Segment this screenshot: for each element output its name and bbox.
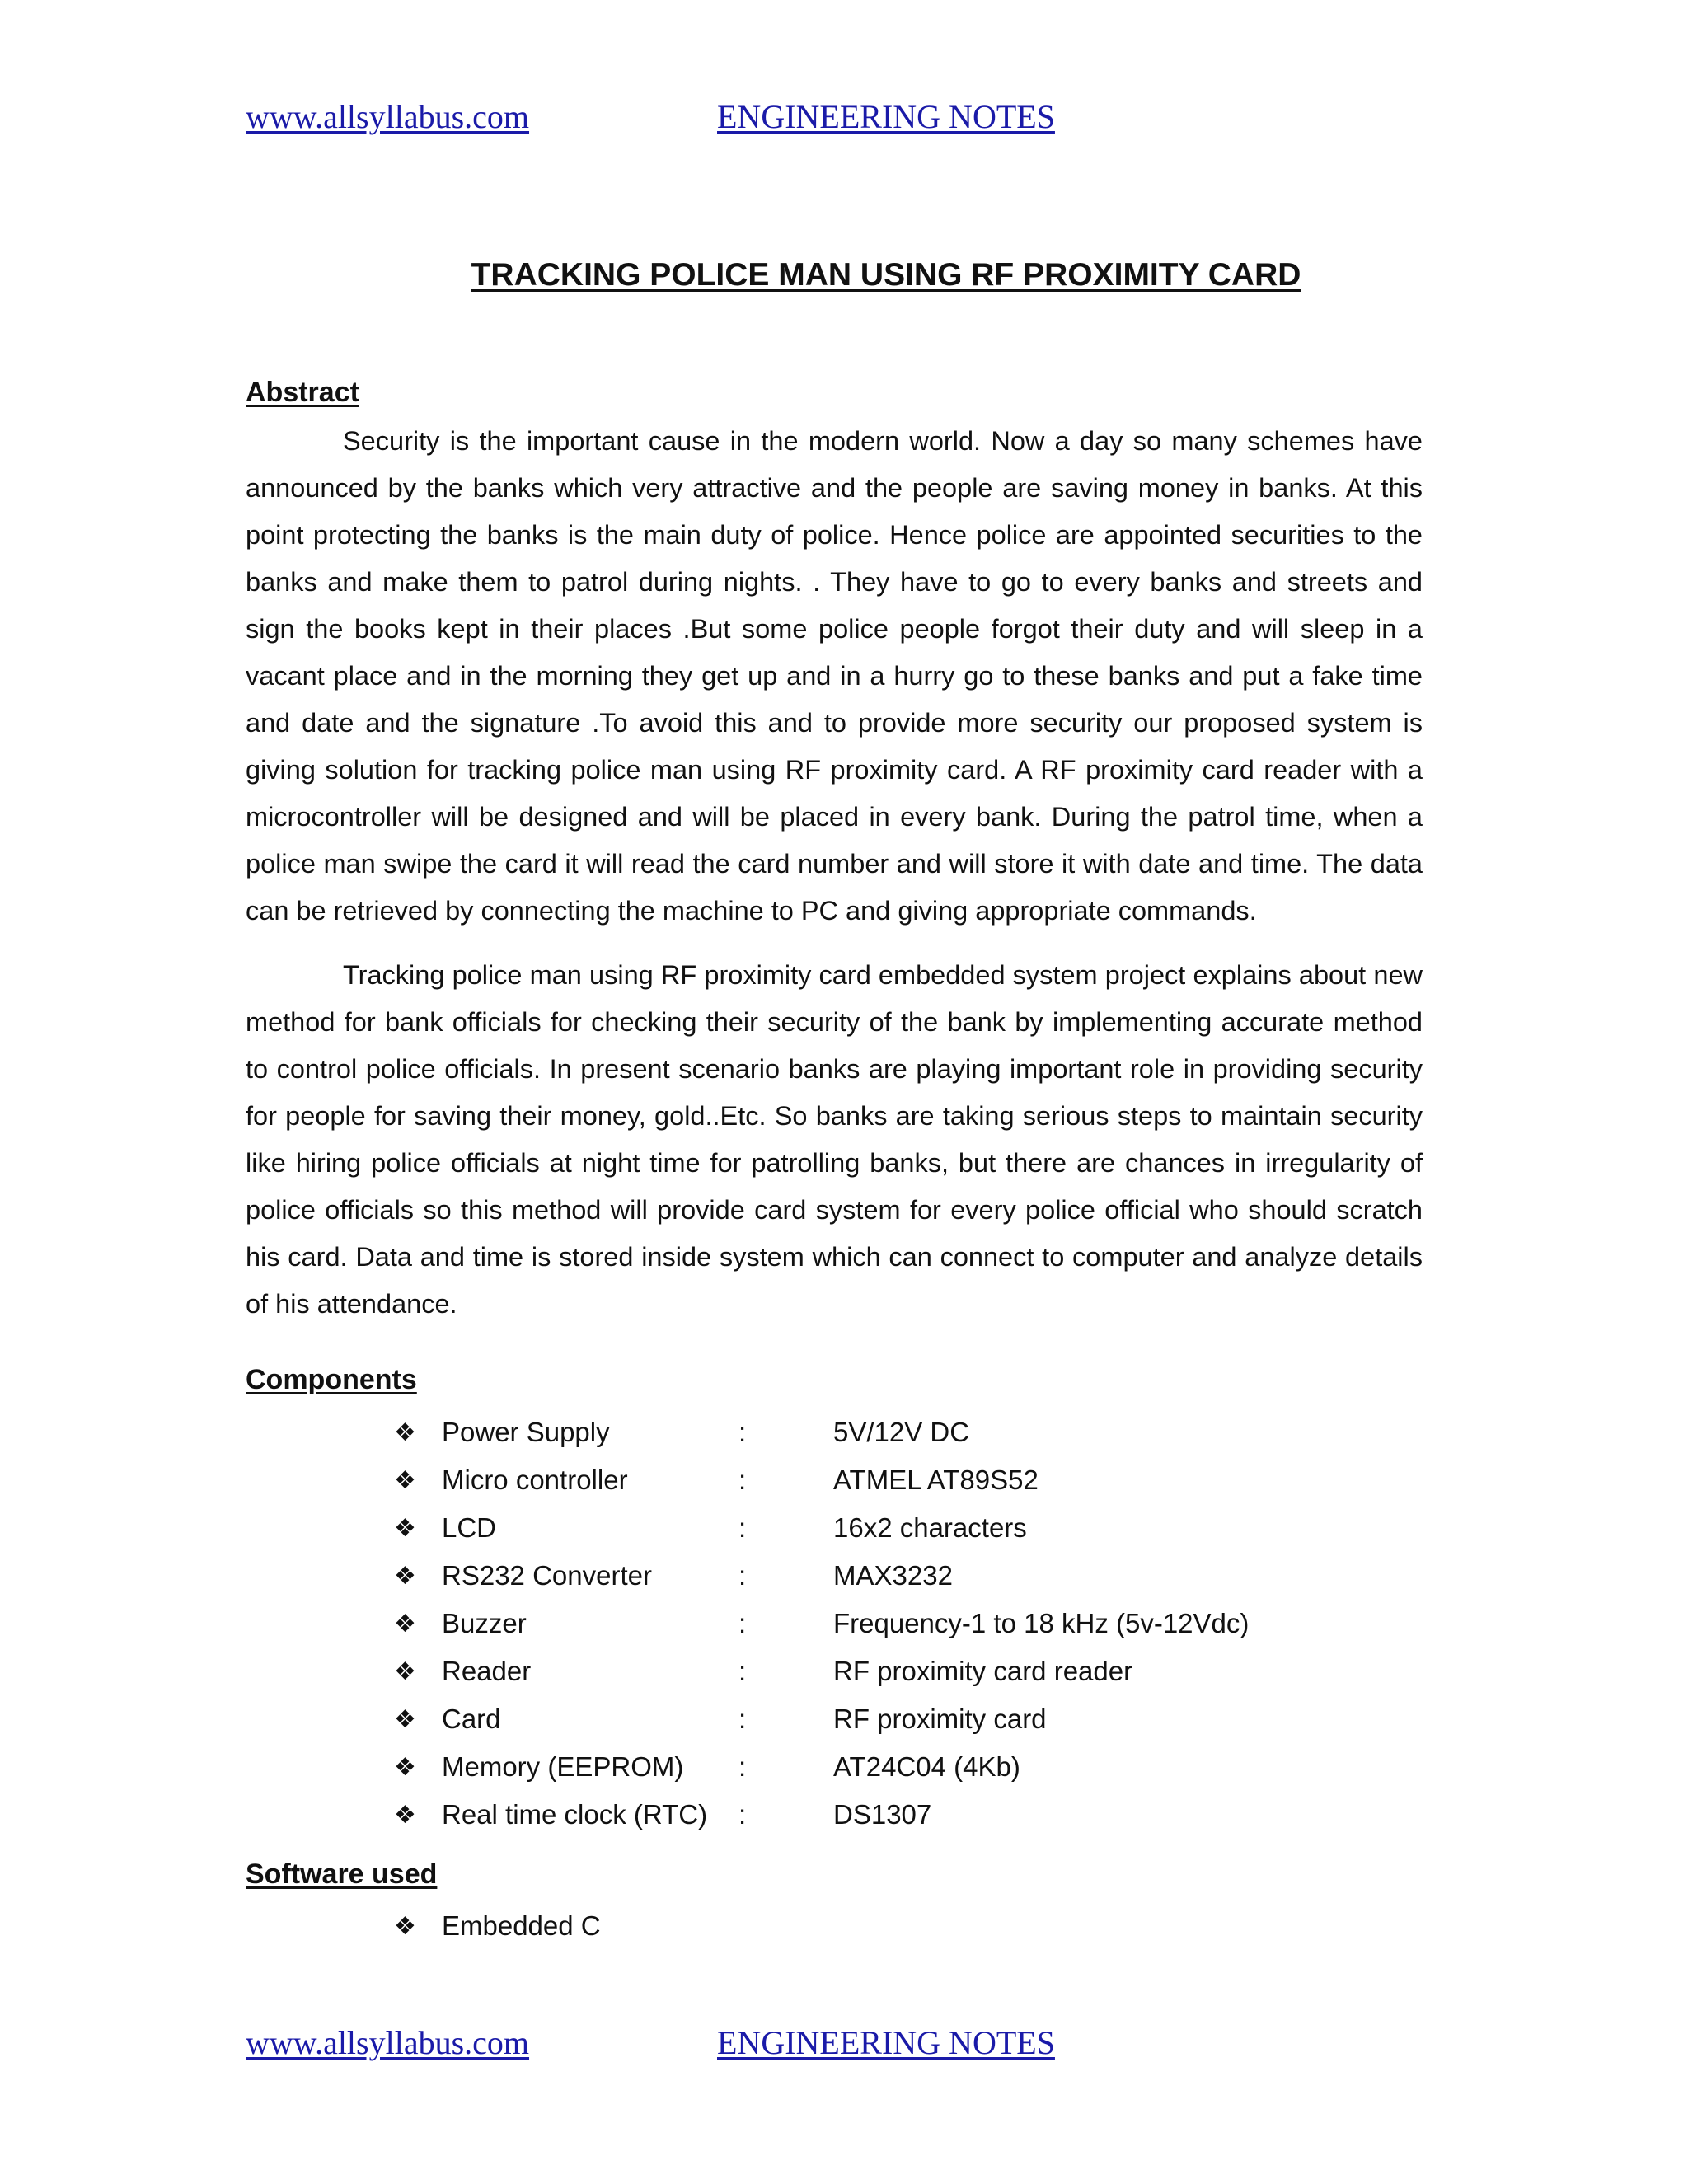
component-name: LCD	[442, 1512, 497, 1543]
component-value: 16x2 characters	[833, 1512, 1027, 1543]
bullet-diamond-icon: ❖	[394, 1609, 416, 1638]
list-item	[394, 1408, 1249, 1456]
components-list	[394, 1408, 1249, 1839]
component-value: DS1307	[833, 1799, 932, 1830]
abstract-paragraph-2: Tracking police man using RF proximity card embedded system project explains about new method for bank officials for checking their security of the bank by implementing accurate method to control police officials. In present scenario banks are playing important role in providing security for people for saving their money, gold..Etc. So banks are taking serious steps to maintain security like hiring police officials at night time for patrolling banks, but there are chances in irregularity of police officials so this method will provide card system for every police official who should scratch his card. Data and time is stored inside system which can connect to computer and analyze details of his attendance.	[246, 960, 1423, 1319]
component-separator: :	[738, 1704, 747, 1734]
component-name: Real time clock (RTC)	[442, 1799, 708, 1830]
component-name: RS232 Converter	[442, 1560, 652, 1591]
component-name: Power Supply	[442, 1417, 610, 1447]
component-name: Card	[442, 1704, 501, 1734]
components-heading: Components	[246, 1364, 417, 1395]
bullet-diamond-icon: ❖	[394, 1911, 416, 1941]
header-site-link[interactable]: www.allsyllabus.com	[246, 98, 530, 135]
component-value: ATMEL AT89S52	[833, 1465, 1039, 1495]
component-value: Frequency-1 to 18 kHz (5v-12Vdc)	[833, 1608, 1250, 1638]
list-item	[394, 1743, 1249, 1791]
component-value: 5V/12V DC	[833, 1417, 970, 1447]
bullet-diamond-icon: ❖	[394, 1657, 416, 1686]
abstract-paragraph-1: Security is the important cause in the modern world. Now a day so many schemes have announced by the banks which very attractive and the people are saving money in banks. At this point protecting the banks is the main duty of police. Hence police are appointed securities to the banks and make them to patrol during nights. . They have to go to every banks and streets and sign the books kept in their places .But some police people forgot their duty and will sleep in a vacant place and in the morning they get up and in a hurry go to these banks and put a fake time and date and the signature .To avoid this and to provide more security our proposed system is giving solution for tracking police man using RF proximity card. A RF proximity card reader with a microcontroller will be designed and will be placed in every bank. During the patrol time, when a police man swipe the card it will read the card number and will store it with date and time. The data can be retrieved by connecting the machine to PC and giving appropriate commands.	[246, 426, 1423, 926]
component-name: Reader	[442, 1656, 532, 1686]
component-separator: :	[738, 1512, 747, 1543]
component-name: Micro controller	[442, 1465, 628, 1495]
list-item	[394, 1600, 1249, 1647]
software-name: Embedded C	[442, 1910, 601, 1941]
component-separator: :	[738, 1751, 747, 1782]
component-value: AT24C04 (4Kb)	[833, 1751, 1020, 1782]
bullet-diamond-icon: ❖	[394, 1465, 416, 1495]
component-value: RF proximity card reader	[833, 1656, 1133, 1686]
footer-site-link[interactable]: www.allsyllabus.com	[246, 2024, 530, 2061]
component-separator: :	[738, 1465, 747, 1495]
footer-notes-link[interactable]: ENGINEERING NOTES	[717, 2024, 1055, 2061]
bullet-diamond-icon: ❖	[394, 1752, 416, 1782]
list-item	[394, 1456, 1249, 1504]
component-separator: :	[738, 1608, 747, 1638]
header-notes-link[interactable]: ENGINEERING NOTES	[717, 98, 1055, 135]
software-heading: Software used	[246, 1858, 438, 1890]
component-separator: :	[738, 1417, 747, 1447]
bullet-diamond-icon: ❖	[394, 1704, 416, 1734]
abstract-heading: Abstract	[246, 377, 359, 408]
list-item	[394, 1647, 1249, 1695]
component-separator: :	[738, 1656, 747, 1686]
component-name: Buzzer	[442, 1608, 527, 1638]
list-item	[394, 1695, 1249, 1743]
list-item	[394, 1552, 1249, 1600]
list-item	[394, 1504, 1249, 1552]
bullet-diamond-icon: ❖	[394, 1513, 416, 1543]
component-separator: :	[738, 1799, 747, 1830]
bullet-diamond-icon: ❖	[394, 1561, 416, 1591]
component-separator: :	[738, 1560, 747, 1591]
document-title: TRACKING POLICE MAN USING RF PROXIMITY CARD	[471, 257, 1301, 293]
component-name: Memory (EEPROM)	[442, 1751, 684, 1782]
component-value: MAX3232	[833, 1560, 953, 1591]
list-item	[394, 1791, 1249, 1839]
list-item	[394, 1902, 738, 1950]
software-list	[394, 1902, 738, 1950]
component-value: RF proximity card	[833, 1704, 1047, 1734]
bullet-diamond-icon: ❖	[394, 1800, 416, 1830]
bullet-diamond-icon: ❖	[394, 1418, 416, 1447]
